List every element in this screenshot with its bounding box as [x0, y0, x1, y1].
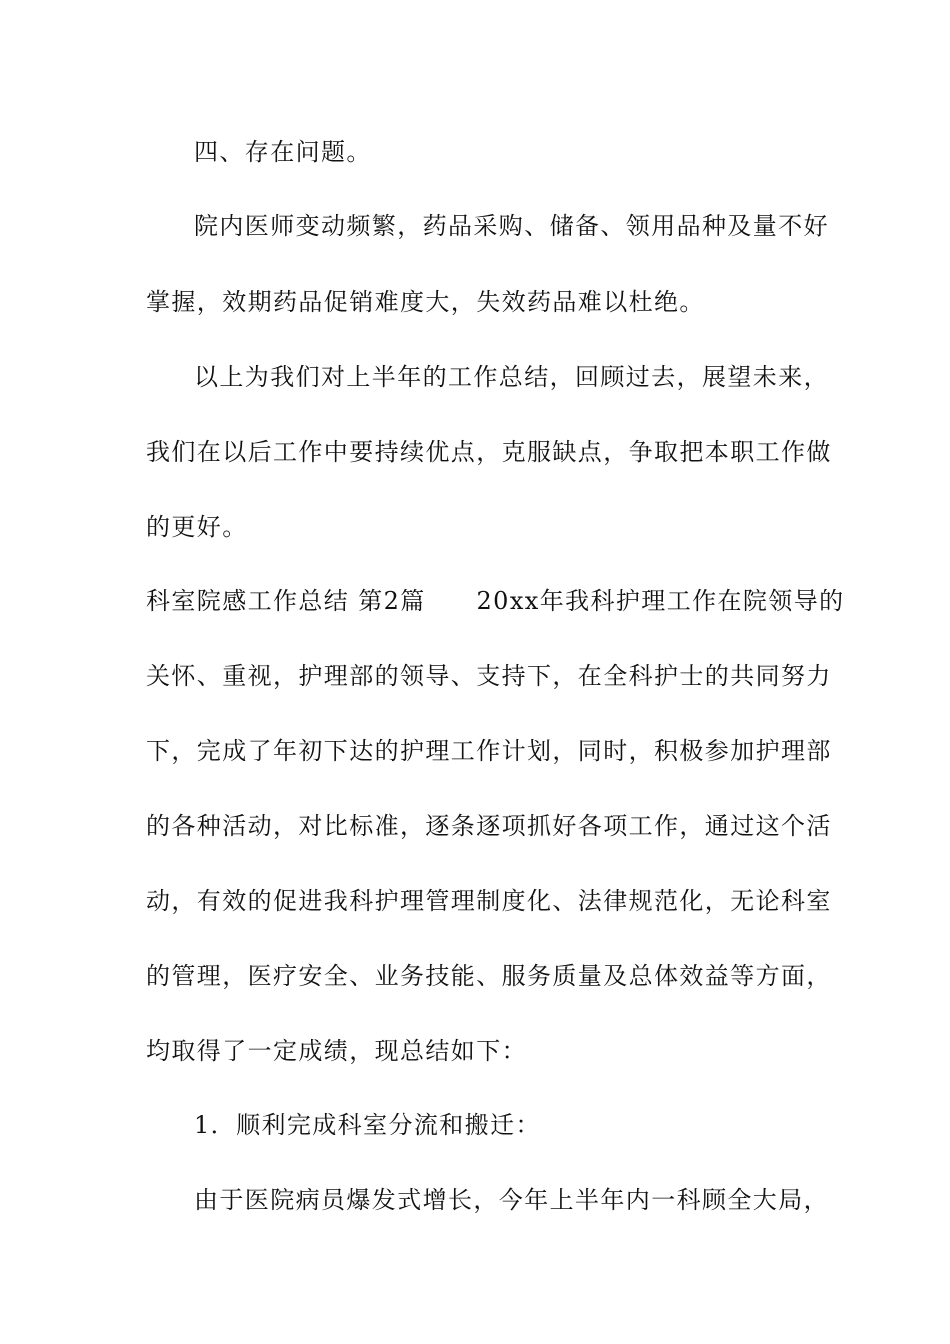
paragraph-line: 的各种活动，对比标准，逐条逐项抓好各项工作，通过这个活: [146, 812, 832, 840]
paragraph-line: 科室院感工作总结 第2篇 20xx年我科护理工作在院领导的: [146, 587, 845, 615]
paragraph-line: 我们在以后工作中要持续优点，克服缺点，争取把本职工作做: [146, 438, 832, 466]
numbered-heading: 1．顺利完成科室分流和搬迁：: [194, 1111, 541, 1139]
paragraph-line: 院内医师变动频繁，药品采购、储备、领用品种及量不好: [194, 212, 829, 240]
paragraph-line: 以上为我们对上半年的工作总结，回顾过去，展望未来，: [194, 363, 829, 391]
section-heading: 四、存在问题。: [194, 138, 372, 166]
paragraph-line: 的管理，医疗安全、业务技能、服务质量及总体效益等方面，: [146, 962, 832, 990]
paragraph-line: 下，完成了年初下达的护理工作计划，同时，积极参加护理部: [146, 737, 832, 765]
paragraph-line: 动，有效的促进我科护理管理制度化、法律规范化，无论科室: [146, 887, 832, 915]
paragraph-line: 掌握，效期药品促销难度大，失效药品难以杜绝。: [146, 288, 705, 316]
paragraph-line: 关怀、重视，护理部的领导、支持下，在全科护士的共同努力: [146, 662, 832, 690]
paragraph-line: 的更好。: [146, 513, 248, 541]
paragraph-line: 均取得了一定成绩，现总结如下：: [146, 1037, 527, 1065]
paragraph-line: 由于医院病员爆发式增长，今年上半年内一科顾全大局，: [194, 1186, 829, 1214]
